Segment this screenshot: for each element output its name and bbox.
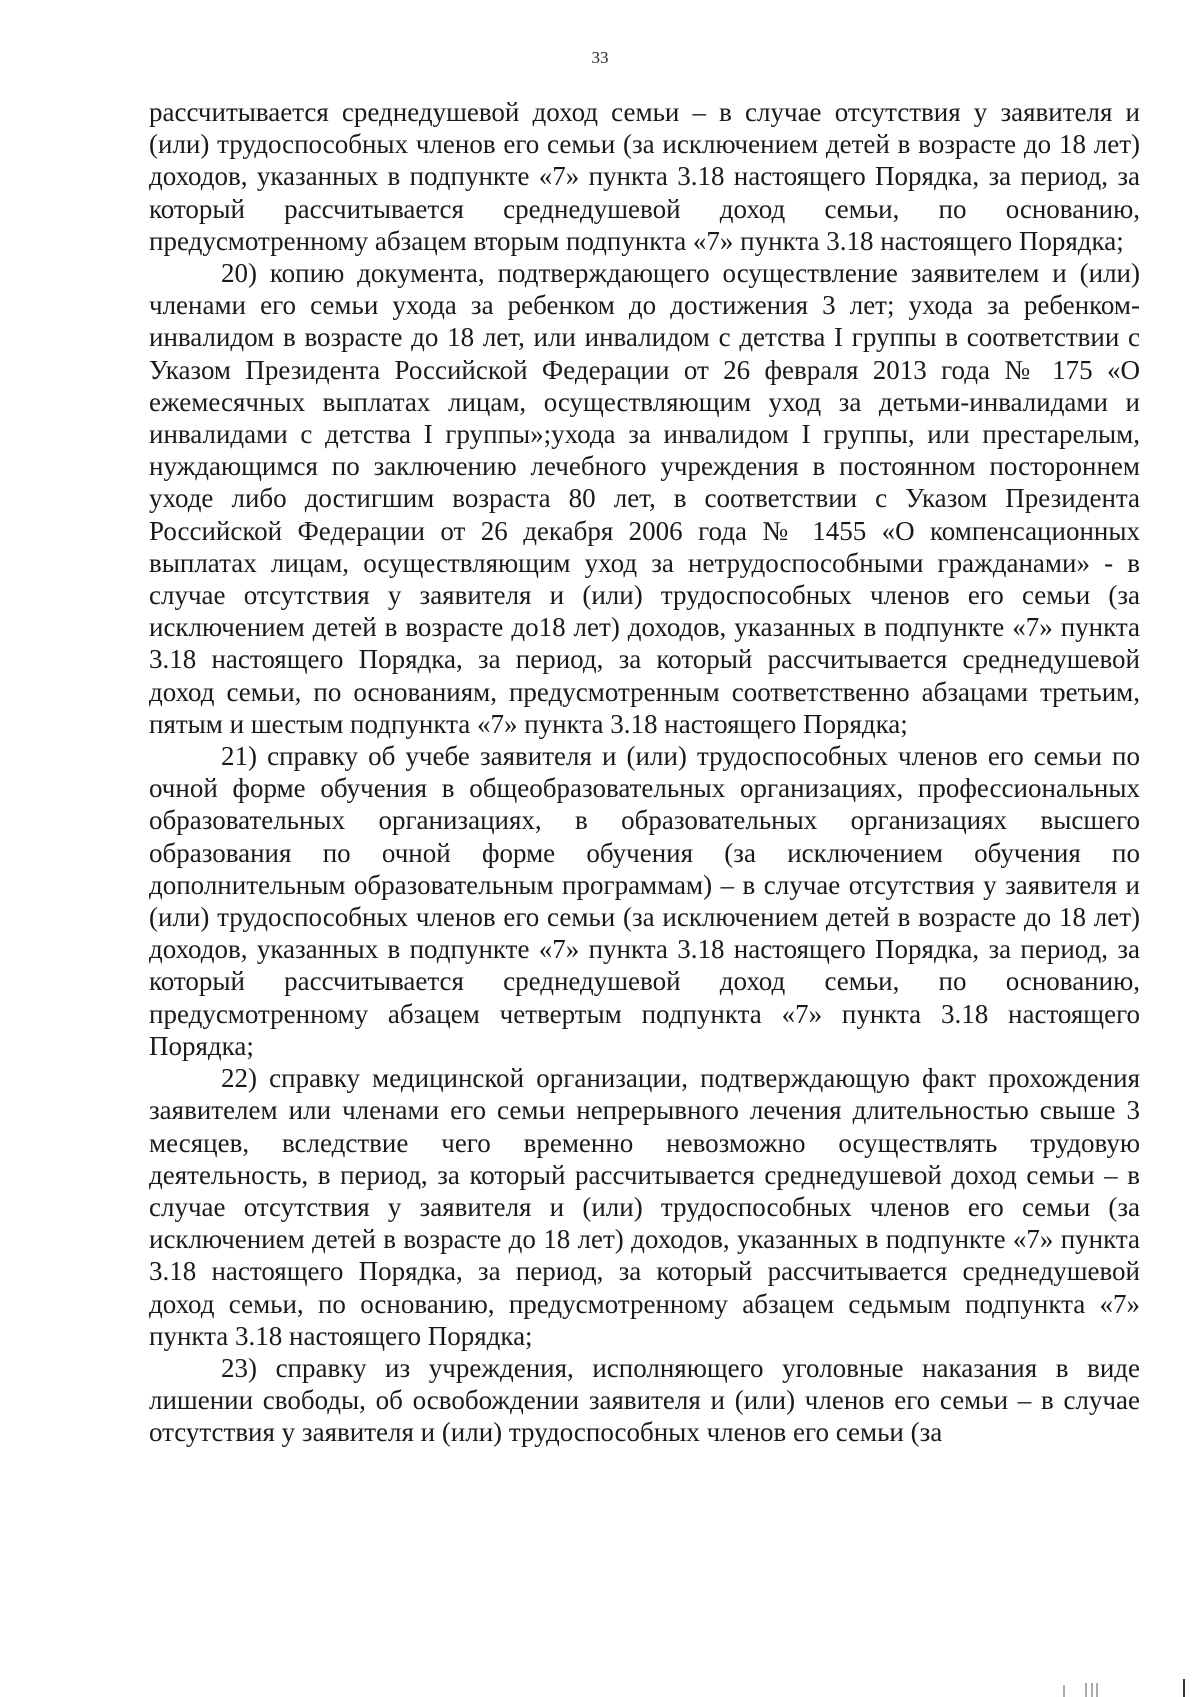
paragraph-item-20: 20) копию документа, подтверждающего осуществление заявителем и (или) членами его семьи ухода за ребенком до достижения 3 лет; ухода за ребенком-инвалидом в возрасте до 18 лет, или инвалидом с детства I группы в соответствии с Указом Президента Российской Федерации от 26 февраля 2013 года № 175 «О ежемесячных выплатах лицам, осуществляющим уход за детьми-инвалидами и инвалидами с детства I группы»;ухода за инвалидом I группы, или престарелым, нуждающимся по заключению лечебного учреждения в постоянном постороннем уходе либо достигшим возраста 80 лет, в соответствии с Указом Президента Российской Федерации от 26 декабря 2006 года № 1455 «О компенсационных выплатах лицам, осуществляющим уход за нетрудоспособными гражданами» - в случае отсутствия у заявителя и (или) трудоспособных членов его семьи (за исключением детей в возрасте до18 лет) доходов, указанных в подпункте «7» пункта 3.18 настоящего Порядка, за период, за который рассчитывается среднедушевой доход семьи, по основаниям, предусмотренным соответственно абзацами третьим, пятым и шестым подпункта «7» пункта 3.18 настоящего Порядка; xyxy=(149,258,1140,739)
paragraph-continuation: рассчитывается среднедушевой доход семьи – в случае отсутствия у заявителя и (или) трудоспособных членов его семьи (за исключением детей в возрасте до 18 лет) доходов, указанных в подпункте «7» пункта 3.18 настоящего Порядка, за период, за который рассчитывается среднедушевой доход семьи, по основанию, предусмотренному абзацем вторым подпункта «7» пункта 3.18 настоящего Порядка; xyxy=(149,97,1140,256)
document-body xyxy=(149,96,1140,1449)
paragraph-item-23: 23) справку из учреждения, исполняющего уголовные наказания в виде лишении свободы, об освобождении заявителя и (или) членов его семьи – в случае отсутствия у заявителя и (или) трудоспособных членов его семьи (за xyxy=(149,1352,1140,1448)
scan-edge-marks xyxy=(1000,1657,1200,1697)
page-number: 33 xyxy=(591,48,609,67)
paragraph-item-21: 21) справку об учебе заявителя и (или) трудоспособных членов его семьи по очной форме обучения в общеобразовательных организациях, профессиональных образовательных организациях, в образовательных организациях высшего образования по очной форме обучения (за исключением обучения по дополнительным образовательным программам) – в случае отсутствия у заявителя и (или) трудоспособных членов его семьи (за исключением детей в возрасте до 18 лет) доходов, указанных в подпункте «7» пункта 3.18 настоящего Порядка, за период, за который рассчитывается среднедушевой доход семьи, по основанию, предусмотренному абзацем четвертым подпункта «7» пункта 3.18 настоящего Порядка; xyxy=(149,741,1140,1061)
paragraph-item-22: 22) справку медицинской организации, подтверждающую факт прохождения заявителем или членами его семьи непрерывного лечения длительностью свыше 3 месяцев, вследствие чего временно невозможно осуществлять трудовую деятельность, в период, за который рассчитывается среднедушевой доход семьи – в случае отсутствия у заявителя и (или) трудоспособных членов его семьи (за исключением детей в возрасте до 18 лет) доходов, указанных в подпункте «7» пункта 3.18 настоящего Порядка, за период, за который рассчитывается среднедушевой доход семьи, по основанию, предусмотренному абзацем седьмым подпункта «7» пункта 3.18 настоящего Порядка; xyxy=(149,1063,1140,1351)
